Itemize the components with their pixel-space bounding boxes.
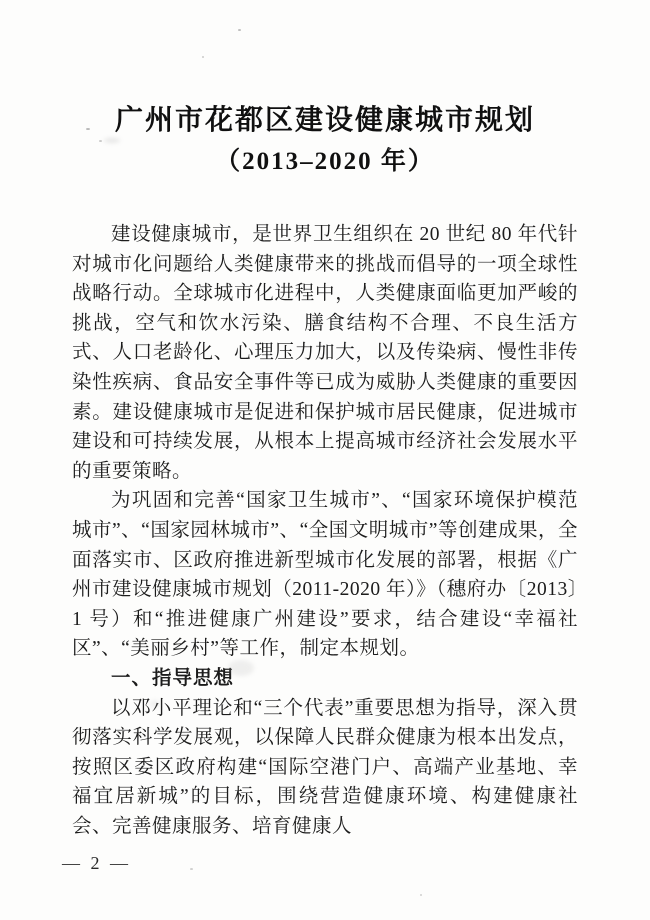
scan-speck — [238, 29, 241, 31]
scan-speck — [202, 56, 204, 58]
scan-speck — [420, 894, 422, 896]
scan-speck — [86, 128, 90, 130]
scan-smudge — [104, 138, 120, 143]
scan-speck — [388, 148, 391, 150]
paragraph-plan-basis: 为巩固和完善“国家卫生城市”、“国家环境保护模范城市”、“国家园林城市”、“全国文明城市”等创建成果，全面落实市、区政府推进新型城市化发展的部署，根据《广州市建设健康城市规划（2011-2020 年）》（穗府办〔2013〕1 号）和“推进健康广州建设”要求，结合建设“幸福社区”、“美丽乡村”等工作，制定本规划。 — [72, 490, 578, 660]
scan-smudge — [228, 660, 254, 676]
document-body — [72, 220, 578, 841]
paragraph-intro-healthy-city: 建设健康城市，是世界卫生组织在 20 世纪 80 年代针对城市化问题给人类健康带来的挑战而倡导的一项全球性战略行动。全球城市化进程中，人类健康面临更加严峻的挑战，空气和饮水污染、膳食结构不合理、不良生活方式、人口老龄化、心理压力加大，以及传染病、慢性非传染性疾病、食品安全事件等已成为威胁人类健康的重要因素。建设健康城市是促进和保护城市居民健康，促进城市建设和可持续发展，从根本上提高城市经济社会发展水平的重要策略。 — [72, 224, 578, 482]
document-subtitle: （2013–2020 年） — [215, 148, 435, 175]
scan-speck — [99, 140, 102, 142]
section-heading-guiding-ideology: 一、指导思想 — [111, 666, 235, 689]
document-title: 广州市花都区建设健康城市规划 — [114, 105, 535, 136]
scan-speck — [190, 868, 193, 870]
scan-smudge — [150, 700, 160, 708]
paragraph-guiding-ideology-body: 以邓小平理论和“三个代表”重要思想为指导，深入贯彻落实科学发展观，以保障人民群众健康为根本出发点，按照区委区政府构建“国际空港门户、高端产业基地、幸福宜居新城”的目标，围绕营造健康环境、构建健康社会、完善健康服务、培育健康人 — [72, 697, 578, 837]
title-block — [0, 0, 650, 177]
page-number: — 2 — — [62, 853, 131, 873]
